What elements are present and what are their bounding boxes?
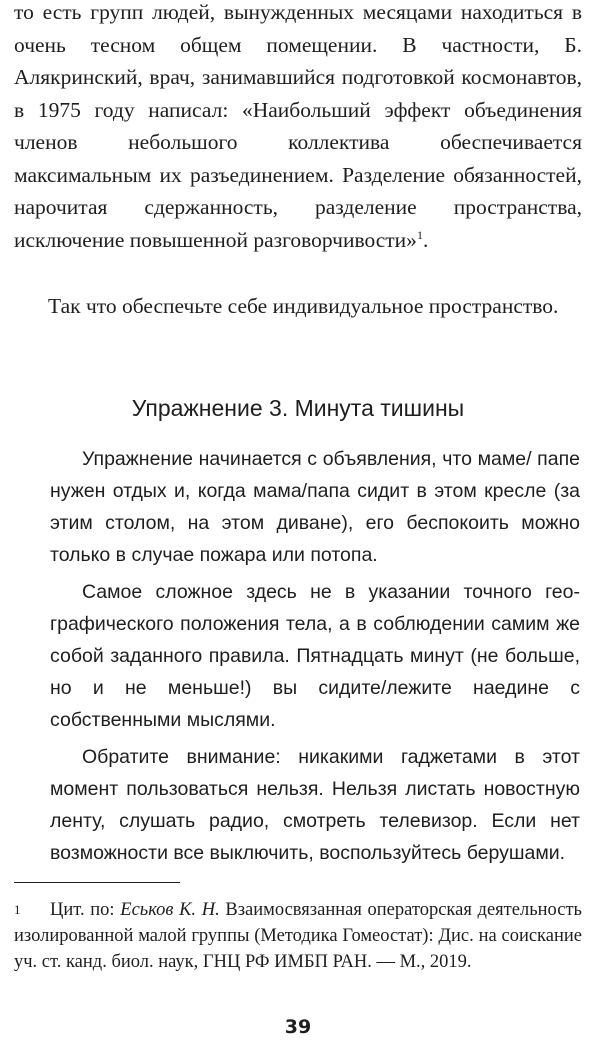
footnote [14, 897, 582, 975]
footnote-citation: Взаимосвязанная операторская деятельность изолированной малой группы (Методика Гомеостат): Дис. на соискание уч. ст. канд. биол. наук, ГНЦ РФ ИМБП РАН. — М., 2019. [14, 900, 582, 972]
body-paragraph-continued [14, 0, 582, 256]
exercise-paragraph-2: Самое сложное здесь не в указании точного географического положения тела, а в соблюдении самим же собой заданного правила. Пятнадцать минут (не больше, но и не меньше!) вы сидите/лежите наедине с собственными мыслями. [50, 581, 580, 731]
footnote-author: Еськов К. Н. [120, 900, 220, 920]
sentence-period: . [422, 227, 429, 252]
footnote-reference: 1 [416, 227, 423, 242]
page-number: 39 [284, 1016, 312, 1038]
exercise-paragraph-3: Обратите внимание: никакими гаджетами в этот момент пользоваться нельзя. Нельзя листать новостную ленту, слушать радио, смотреть телевизор. Если нет возможности все выключить, воспользуйтесь берушами. [50, 746, 580, 864]
paragraph-text: то есть групп людей, вынужденных месяцами находиться в очень тесном общем помещении. В частности, Б. Алякринский, врач, занимавшийся подготовкой космонавтов, в 1975 году написал: «Наибольший эффект объединения членов небольшого коллектива обеспечивается максимальным их разъединением. Разделение обязанностей, нарочитая сдержанность, разделение пространства, исключение повышенной разговорчивости» [14, 0, 582, 252]
footnote-prefix: Цит. по: [50, 900, 121, 920]
body-paragraph-own-space: Так что обеспечьте себе индивидуальное пространство. [48, 294, 559, 318]
exercise-heading: Упражнение 3. Минута тишины [131, 395, 465, 421]
exercise-paragraph-1: Упражнение начинается с объявления, что маме/ папе нужен отдых и, когда мама/папа сидит в этом кресле (за этим столом, на этом диване), его беспокоить можно только в случае пожара или потопа. [50, 448, 580, 566]
footnote-divider [14, 882, 180, 883]
exercise-body [50, 443, 580, 874]
footnote-mark: 1 [14, 902, 21, 917]
